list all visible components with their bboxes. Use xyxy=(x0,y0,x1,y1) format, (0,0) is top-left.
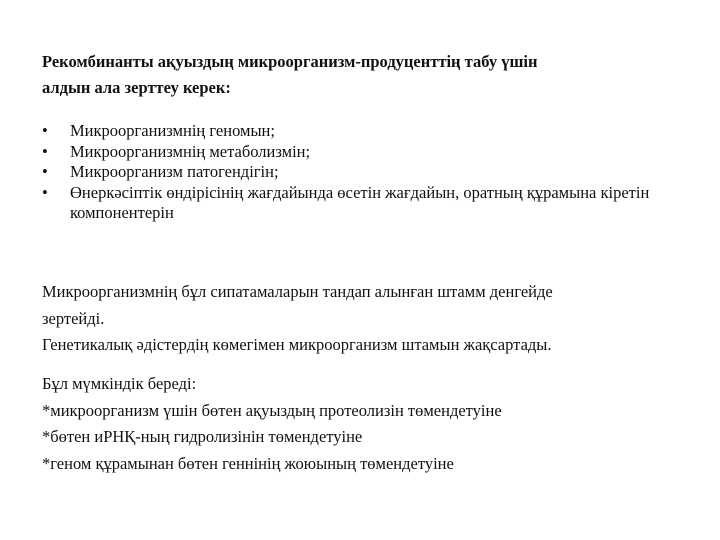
paragraph-line: *бөтен иРНҚ-ның гидролизінін төмендетуіне xyxy=(42,427,363,446)
list-item xyxy=(42,183,682,224)
paragraph-benefits xyxy=(42,371,692,477)
paragraph-line: Микроорганизмнің бұл сипатамаларын тандап алынған штамм денгейде xyxy=(42,282,553,301)
bullet-icon: • xyxy=(42,141,48,161)
list-item xyxy=(42,162,682,183)
bullet-icon: • xyxy=(42,182,48,202)
paragraph-line: Генетикалық әдістердің көмегімен микроорганизм штамын жақсартады. xyxy=(42,335,552,354)
paragraph-line: Бұл мүмкіндік береді: xyxy=(42,374,197,393)
list-item-text: Микроорганизмнің метаболизмін; xyxy=(70,141,311,161)
list-item xyxy=(42,142,682,163)
heading-line-1: Рекомбинанты ақуыздың микроорганизм-продуценттің табу үшін xyxy=(42,52,538,71)
list-item xyxy=(42,121,682,142)
paragraph-strain-study xyxy=(42,279,692,359)
slide-heading xyxy=(42,49,682,101)
bullet-icon: • xyxy=(42,162,48,181)
paragraph-line: зертейді. xyxy=(42,308,105,328)
requirements-list xyxy=(42,121,682,224)
paragraph-line: *микроорганизм үшін бөтен ақуыздың протеолизін төмендетуіне xyxy=(42,400,502,420)
list-item-text: Микроорганизм патогендігін; xyxy=(70,162,279,181)
heading-line-2: алдын ала зерттеу керек: xyxy=(42,78,231,97)
list-item-text: Микроорганизмнің геномын; xyxy=(70,121,275,140)
bullet-icon: • xyxy=(42,121,48,140)
list-item-text: Өнеркәсіптік өндірісінің жағдайында өсетін жағдайын, оратның құрамына кіретін компонентерін xyxy=(70,182,650,222)
paragraph-line: *геном құрамынан бөтен геннінің жоюының төмендетуіне xyxy=(42,453,454,473)
